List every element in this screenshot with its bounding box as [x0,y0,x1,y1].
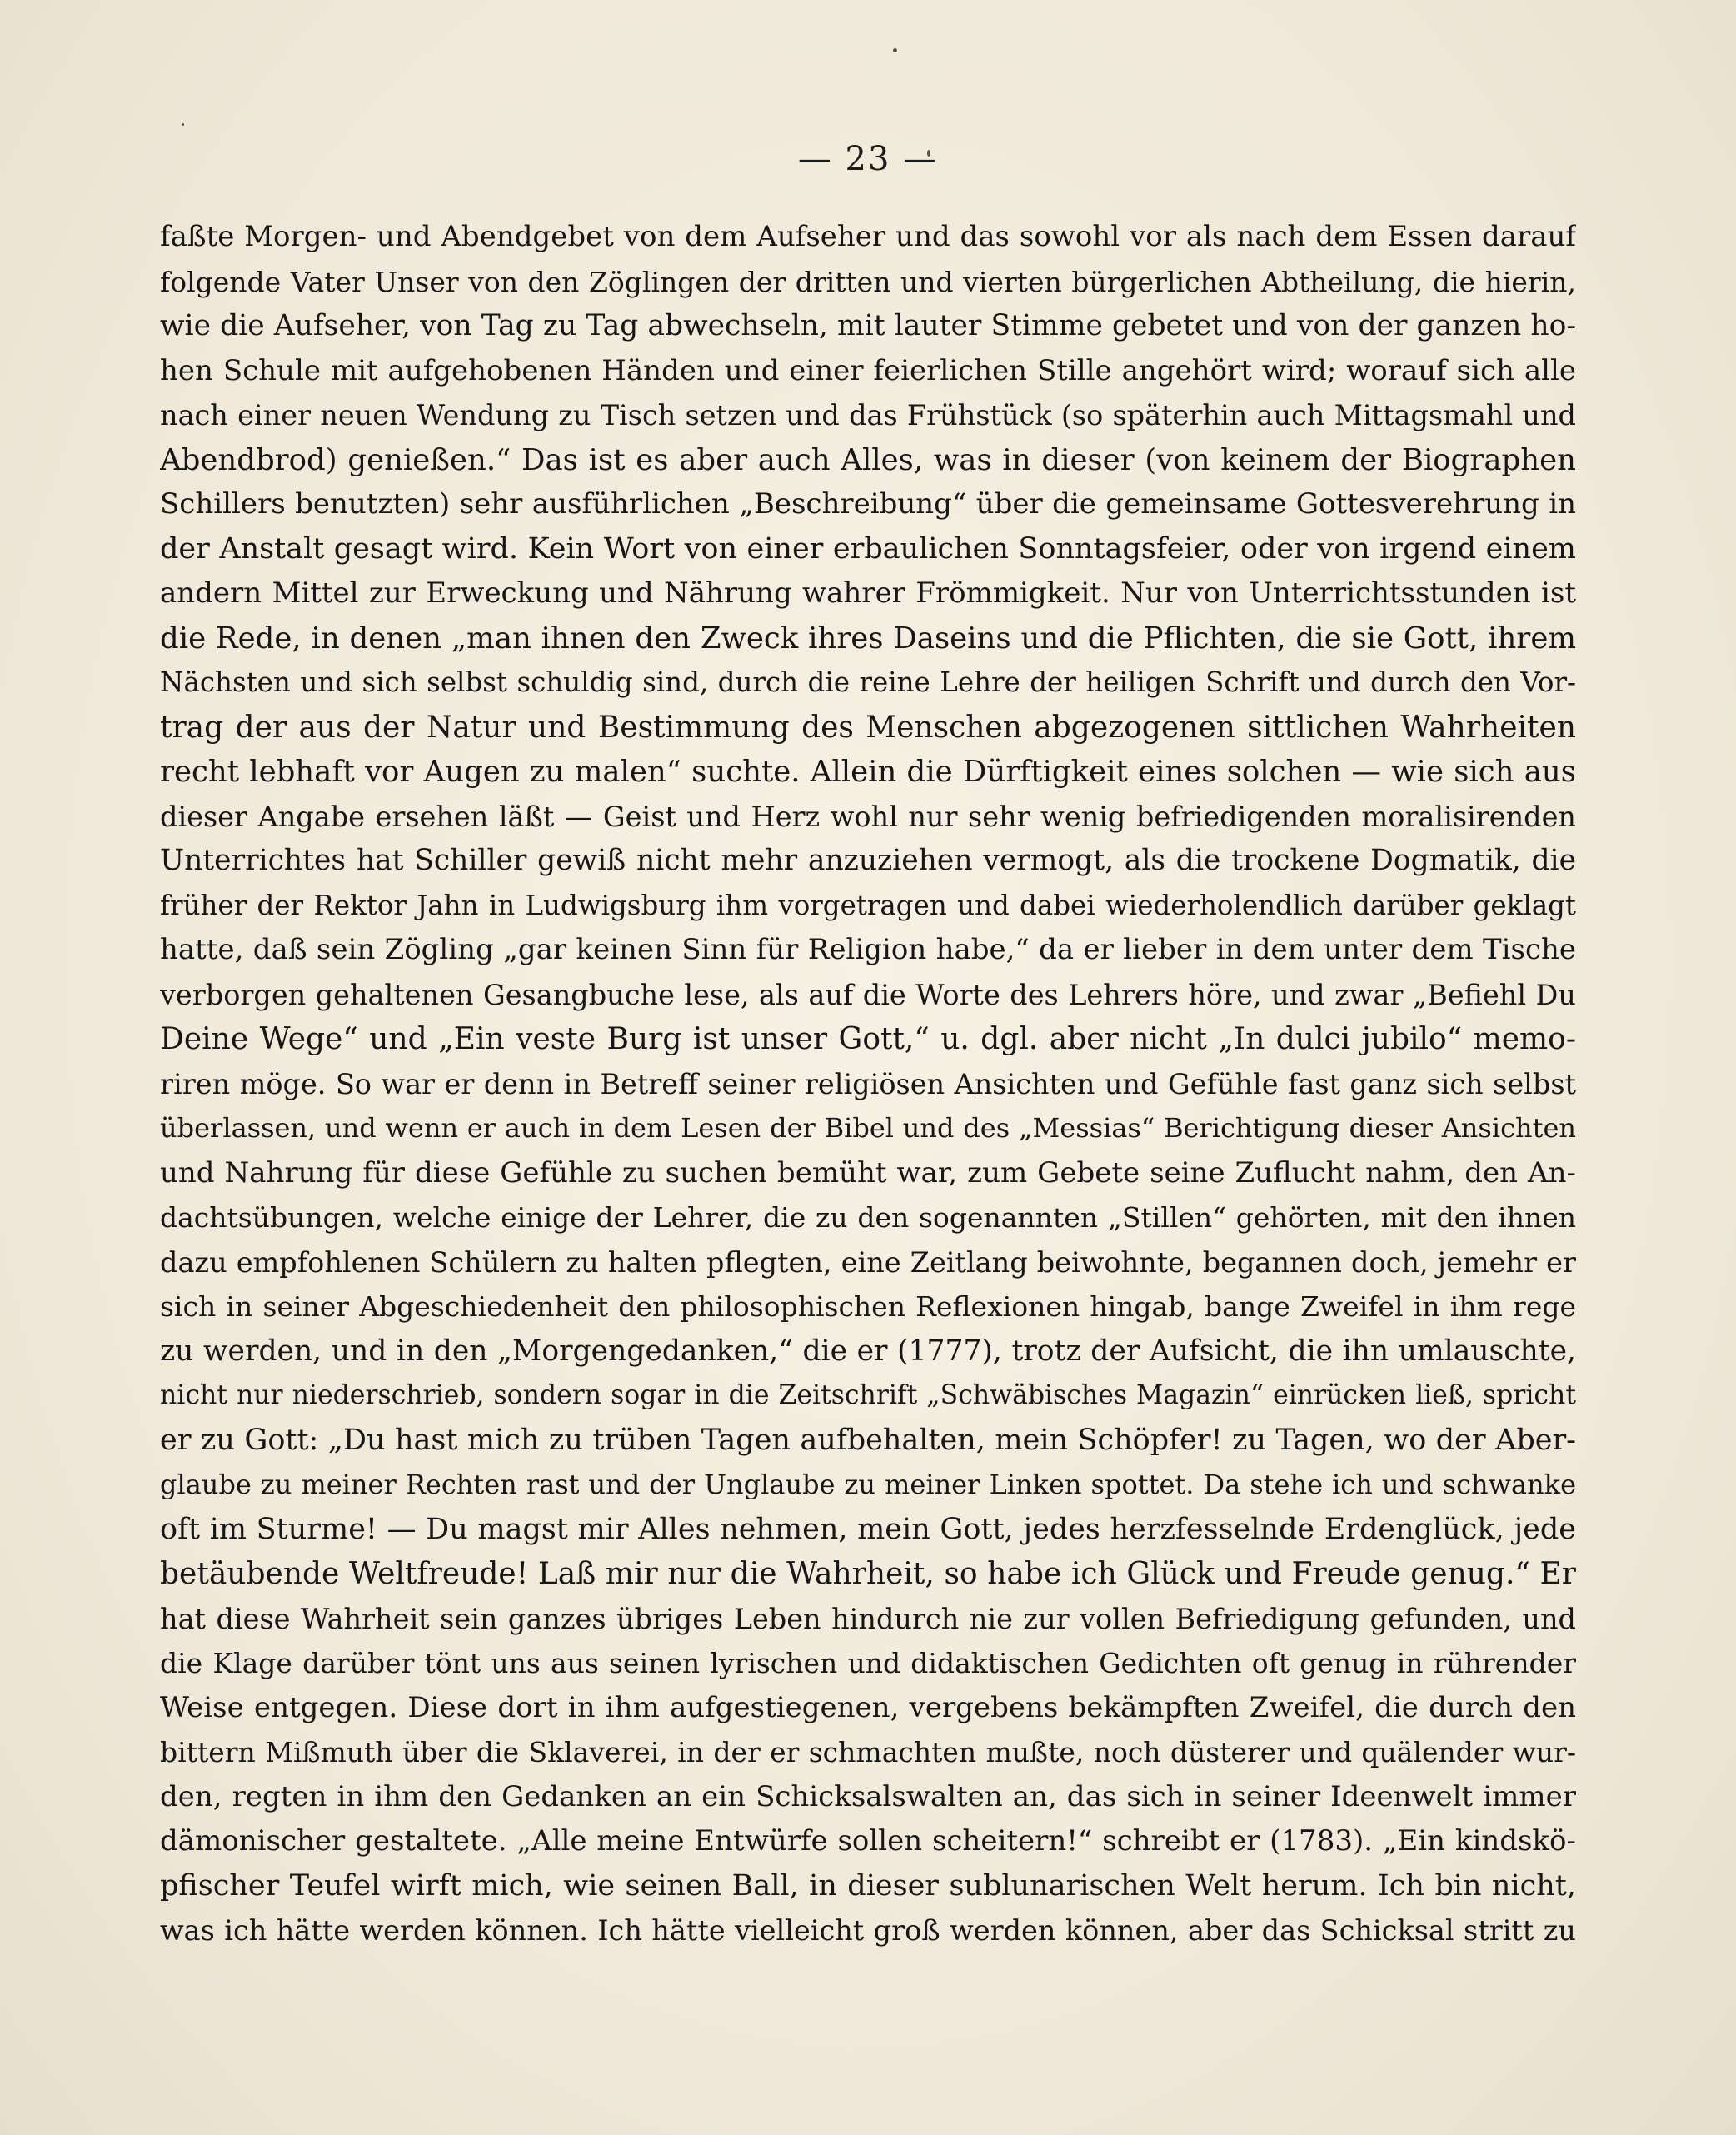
text-line: Weise entgegen. Diese dort in ihm aufgestiegenen, vergebens bekämpften Zweifel, die durch den [160,1690,1576,1724]
text-line: verborgen gehaltenen Gesangbuche lese, als auf die Worte des Lehrers höre, und zwar „Befiehl Du [160,978,1576,1011]
text-line: trag der aus der Natur und Bestimmung des Menschen abgezogenen sittlichen Wahrheiten [160,710,1576,745]
text-line: er zu Gott: „Du hast mich zu trüben Tagen aufbehalten, mein Schöpfer! zu Tagen, wo der Aber- [160,1423,1576,1457]
text-line: pfischer Teufel wirft mich, wie seinen Ball, in dieser sublunarischen Welt herum. Ich bin nicht, [160,1868,1576,1903]
text-line: sich in seiner Abgeschiedenheit den philosophischen Reflexionen hingab, bange Zweifel in ihm rege [160,1290,1576,1323]
text-line: die Klage darüber tönt uns aus seinen lyrischen und didaktischen Gedichten oft genug in rührender [160,1647,1576,1679]
text-line: faßte Morgen- und Abendgebet von dem Aufseher und das sowohl vor als nach dem Essen darauf [160,220,1576,253]
text-line: andern Mittel zur Erweckung und Nährung wahrer Frömmigkeit. Nur von Unterrichtsstunden ist [160,576,1576,610]
text-line: hatte, daß sein Zögling „gar keinen Sinn für Religion habe,“ da er lieber in dem unter dem Tische [160,933,1576,966]
text-line: was ich hätte werden können. Ich hätte vielleicht groß werden können, aber das Schicksal stritt zu [160,1914,1576,1947]
text-line: Nächsten und sich selbst schuldig sind, durch die reine Lehre der heiligen Schrift und durch den Vor- [160,666,1576,698]
paper-speck [182,123,184,126]
text-line: der Anstalt gesagt wird. Kein Wort von einer erbaulichen Sonntagsfeier, oder von irgend einem [160,531,1576,566]
text-line: glaube zu meiner Rechten rast und der Unglaube zu meiner Linken spottet. Da stehe ich und schwanke [160,1469,1576,1500]
text-line: überlassen, und wenn er auch in dem Lesen der Bibel und des „Messias“ Berichtigung dieser Ansichten [160,1112,1576,1144]
text-line: früher der Rektor Jahn in Ludwigsburg ihm vorgetragen und dabei wiederholendlich darüber geklagt [160,889,1576,921]
text-line: bittern Mißmuth über die Sklaverei, in der er schmachten mußte, noch düsterer und quälender wur- [160,1736,1576,1768]
text-line: Schillers benutzten) sehr ausführlichen „Beschreibung“ über die gemeinsame Gottesverehrung in [160,487,1576,521]
text-line: folgende Vater Unser von den Zöglingen der dritten und vierten bürgerlichen Abtheilung, die hierin, [160,265,1576,298]
text-line: Deine Wege“ und „Ein veste Burg ist unser Gott,“ u. dgl. aber nicht „In dulci jubilo“ memo- [160,1022,1576,1056]
text-line: hen Schule mit aufgehobenen Händen und einer feierlichen Stille angehört wird; worauf sich alle [160,353,1576,387]
page-number: — 23 — [797,140,939,178]
text-line: Unterrichtes hat Schiller gewiß nicht mehr anzuziehen vermogt, als die trockene Dogmatik, die [160,844,1576,877]
text-line: oft im Sturme! — Du magst mir Alles nehmen, mein Gott, jedes herzfesselnde Erdenglück, jede [160,1512,1576,1546]
text-line: dachtsübungen, welche einige der Lehrer, die zu den sogenannten „Stillen“ gehörten, mit den ihnen [160,1201,1576,1234]
text-line: dämonischer gestaltete. „Alle meine Entwürfe sollen scheitern!“ schreibt er (1783). „Ein kindskö- [160,1824,1576,1858]
text-line: hat diese Wahrheit sein ganzes übriges Leben hindurch nie zur vollen Befriedigung gefunden, und [160,1602,1576,1635]
text-line: riren möge. So war er denn in Betreff seiner religiösen Ansichten und Gefühle fast ganz sich selbst [160,1067,1576,1100]
text-line: und Nahrung für diese Gefühle zu suchen bemüht war, zum Gebete seine Zuflucht nahm, den An- [160,1155,1576,1190]
body-text [160,215,1576,1953]
text-line: die Rede, in denen „man ihnen den Zweck ihres Daseins und die Pflichten, die sie Gott, ihrem [160,621,1576,656]
text-line: zu werden, und in den „Morgengedanken,“ die er (1777), trotz der Aufsicht, die ihn umlauschte, [160,1334,1576,1368]
text-line: nicht nur niederschrieb, sondern sogar in die Zeitschrift „Schwäbisches Magazin“ einrücken ließ, spricht [160,1380,1576,1410]
paper-speck [893,48,897,52]
text-line: wie die Aufseher, von Tag zu Tag abwechseln, mit lauter Stimme gebetet und von der ganzen ho- [160,309,1576,342]
text-line: Abendbrod) genießen.“ Das ist es aber auch Alles, was in dieser (von keinem der Biographen [160,442,1576,477]
text-line: dieser Angabe ersehen läßt — Geist und Herz wohl nur sehr wenig befriedigenden moralisirenden [160,800,1576,833]
text-line: nach einer neuen Wendung zu Tisch setzen und das Frühstück (so späterhin auch Mittagsmahl und [160,399,1576,431]
text-line: recht lebhaft vor Augen zu malen“ suchte. Allein die Dürftigkeit eines solchen — wie sich aus [160,755,1576,789]
text-line: betäubende Weltfreude! Laß mir nur die Wahrheit, so habe ich Glück und Freude genug.“ Er [160,1557,1576,1591]
text-line: den, regten in ihm den Gedanken an ein Schicksalswalten an, das sich in seiner Ideenwelt immer [160,1779,1576,1813]
text-line: dazu empfohlenen Schülern zu halten pflegten, eine Zeitlang beiwohnte, begannen doch, jemehr er [160,1245,1576,1279]
